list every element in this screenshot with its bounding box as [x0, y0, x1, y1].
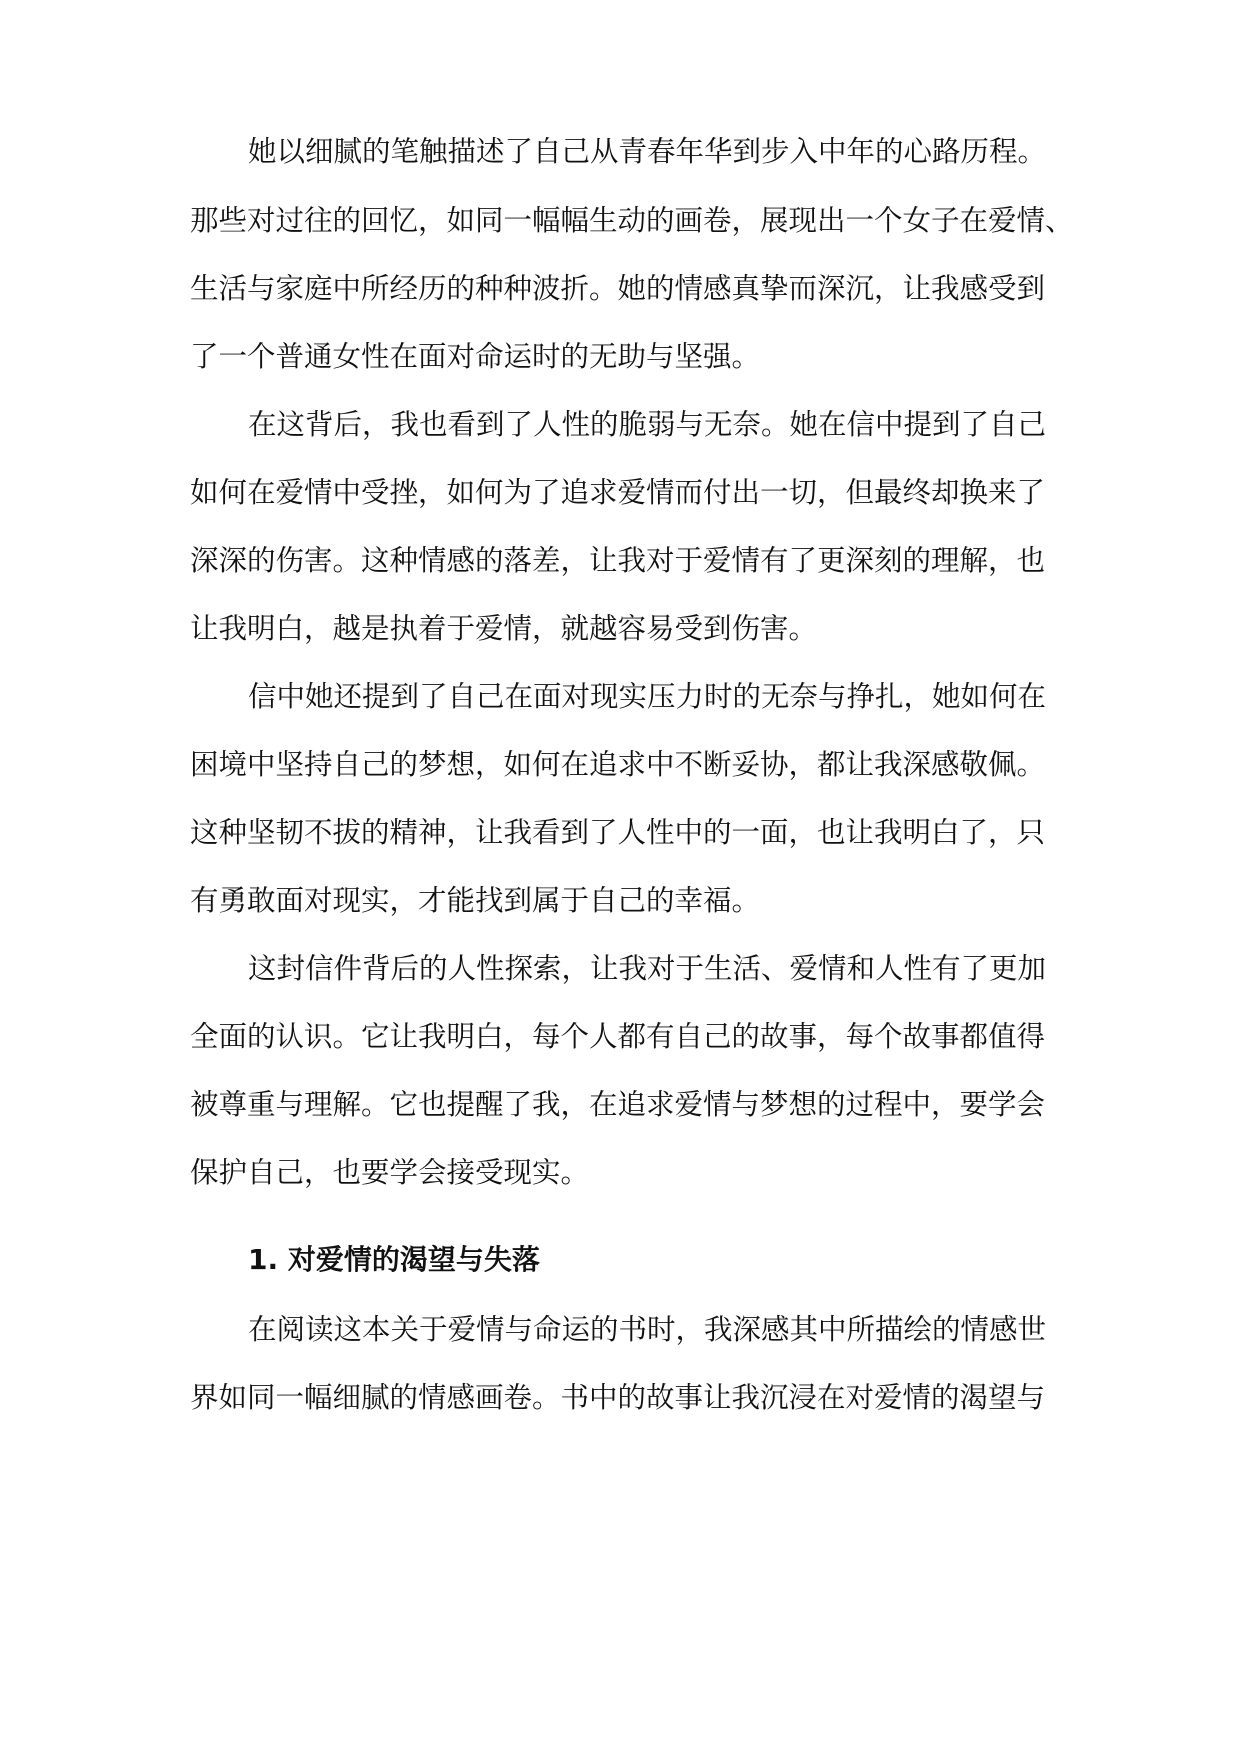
paragraph-4-line-1: 这封信件背后的人性探索，让我对于生活、爱情和人性有了更加: [248, 952, 1047, 985]
paragraph-3-line-4: 有勇敢面对现实，才能找到属于自己的幸福。: [190, 884, 761, 917]
paragraph-5-line-1: 在阅读这本关于爱情与命运的书时，我深感其中所描绘的情感世: [248, 1313, 1047, 1346]
paragraph-4-line-3: 被尊重与理解。它也提醒了我，在追求爱情与梦想的过程中，要学会: [190, 1088, 1046, 1121]
paragraph-1-line-3: 生活与家庭中所经历的种种波折。她的情感真挚而深沉，让我感受到: [190, 272, 1046, 305]
paragraph-1-line-2: 那些对过往的回忆，如同一幅幅生动的画卷，展现出一个女子在爱情、: [190, 204, 1074, 237]
paragraph-3-line-2: 困境中坚持自己的梦想，如何在追求中不断妥协，都让我深感敬佩。: [190, 748, 1046, 781]
paragraph-2-line-4: 让我明白，越是执着于爱情，就越容易受到伤害。: [190, 612, 818, 645]
paragraph-5-line-2: 界如同一幅细腻的情感画卷。书中的故事让我沉浸在对爱情的渴望与: [190, 1381, 1046, 1414]
paragraph-4-line-2: 全面的认识。它让我明白，每个人都有自己的故事，每个故事都值得: [190, 1020, 1046, 1053]
paragraph-4-line-4: 保护自己，也要学会接受现实。: [190, 1156, 590, 1189]
paragraph-2-line-3: 深深的伤害。这种情感的落差，让我对于爱情有了更深刻的理解，也: [190, 544, 1046, 577]
section-heading: 1. 对爱情的渴望与失落: [248, 1243, 540, 1276]
paragraph-3-line-1: 信中她还提到了自己在面对现实压力时的无奈与挣扎，她如何在: [248, 680, 1047, 713]
paragraph-1-line-1: 她以细腻的笔触描述了自己从青春年华到步入中年的心路历程。: [248, 135, 1047, 168]
paragraph-2-line-2: 如何在爱情中受挫，如何为了追求爱情而付出一切，但最终却换来了: [190, 476, 1046, 509]
paragraph-1-line-4: 了一个普通女性在面对命运时的无助与坚强。: [190, 340, 761, 373]
paragraph-2-line-1: 在这背后，我也看到了人性的脆弱与无奈。她在信中提到了自己: [248, 408, 1047, 441]
paragraph-3-line-3: 这种坚韧不拔的精神，让我看到了人性中的一面，也让我明白了，只: [190, 816, 1046, 849]
